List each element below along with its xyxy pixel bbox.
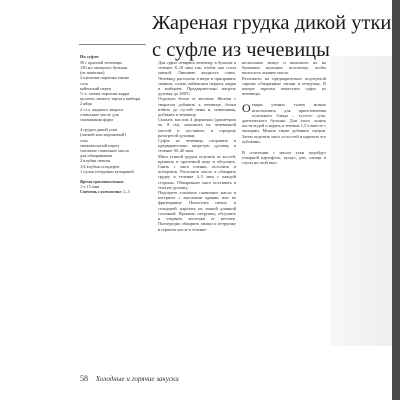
ingredient-item: (свежей или мороженой) bbox=[80, 132, 126, 138]
ingredients-column bbox=[80, 54, 152, 195]
ingredient-item: 1/4 клубня сельдерея bbox=[80, 163, 119, 169]
ingredient-item: 4 грудки дикой утки bbox=[80, 127, 118, 133]
prep-time-value: 1 ч 15 мин bbox=[80, 184, 100, 190]
ingredients-list-2 bbox=[80, 127, 152, 174]
recipe-title-line-1: Жареная грудка дикой утки bbox=[152, 12, 392, 34]
instructions-paragraph: Отделить белки от желтков. Желтки с творогом добавить к чечевице, белки взбить до густой пены и, помешивая, добавить в чечевицу. bbox=[158, 96, 236, 118]
instructions-column-1 bbox=[158, 60, 236, 232]
instructions-paragraph: Подогреть топленое сливочное масло в кастрюле с высокими краями или во фритюрнице. Почистить свеклу и сельдерей, нарезать их тонкой длинной соломкой. Промыть петрушку, обсушить и оторвать листочки от веточек. Поочередно обжарить овощи и петрушку в горячем масле в течение bbox=[158, 190, 236, 232]
ingredient-item: 2 щепотки порошка тмина bbox=[80, 75, 129, 81]
ingredient-item: сливочное масло для bbox=[80, 111, 119, 117]
recipe-title-line-2: с суфле из чечевицы bbox=[152, 39, 330, 61]
ingredient-item: 1 пучок петрушки кучерявой bbox=[80, 168, 134, 174]
instructions-column-2 bbox=[242, 60, 326, 166]
serving-tip-paragraph: В сочетании с мясом утки подойдут отварной картофель, кускус, рис, овощи и соусы на свой вкус. bbox=[242, 150, 326, 166]
difficulty-label: Степень сложности: bbox=[80, 189, 123, 195]
tip-text: твары утиных тушек можно использовать для приготовления отдельного блюда – густого супа, диетического бульона. Для этого залить кости водой и варить в течение 1,5 ч вместе с овощами. Можно также добавить специи. Затем отделить мясо от костей и нарезать его кубиками. bbox=[242, 102, 327, 144]
ingredient-item: кусочек свежего тертого имбиря bbox=[80, 96, 140, 102]
difficulty bbox=[80, 189, 152, 194]
ingredient-item: 150 мл овощного бульона bbox=[80, 65, 128, 70]
dropcap: О bbox=[242, 100, 251, 115]
page-number: 58 bbox=[80, 374, 88, 383]
ingredient-item: кайенский перец bbox=[80, 85, 112, 91]
instructions-paragraph: Смазать маслом 4 формочки (диаметром ок. 8 см), заполнить их чечевичной массой и поставить в середину разогретой духовки. bbox=[158, 117, 236, 138]
ingredient-item: свежемолотый перец bbox=[80, 142, 119, 148]
ingredient-item: смазывания форм bbox=[80, 117, 113, 123]
recipe-photo-area bbox=[330, 56, 392, 346]
ingredient-item: для обжаривания bbox=[80, 153, 112, 159]
ingredient-item: 2 яйца bbox=[80, 101, 92, 107]
instructions-paragraph: Разложить на предварительно подогретой тарелке обжаренные овощи и петрушку. В центре тарелки поместить суфле из чечевицы. bbox=[242, 75, 326, 97]
ingredient-item: 2 клубня свеклы bbox=[80, 158, 111, 164]
ingredient-item: соль bbox=[80, 80, 89, 86]
ingredient-item: топленое сливочное масло bbox=[80, 148, 130, 154]
ingredients-header: На суфле: bbox=[80, 54, 100, 59]
ingredient-item: соль bbox=[80, 137, 89, 143]
difficulty-value: 2–3 bbox=[123, 189, 130, 195]
instructions-paragraph: Для суфле отварить чечевицу в бульоне в течение 8–10 мин так, чтобы она стала мягкой. Лишнюю жидкость слить. Чечевицу растолочь в пюре и приправить тмином, солью, кайенским перцем, карри и имбирем. Предварительно нагреть духовку до 200ºС. bbox=[158, 60, 236, 97]
section-name: Холодные и горячие закуски bbox=[95, 375, 179, 383]
ingredient-item: 50 г красной чечевицы bbox=[80, 59, 123, 65]
instructions-paragraph: нескольких минут и выложить их на бумажное кухонное полотенце, чтобы впиталось лишнее масло. bbox=[242, 60, 326, 76]
title-rule bbox=[79, 44, 146, 45]
tip-paragraph bbox=[242, 102, 326, 144]
page-footer bbox=[80, 374, 179, 383]
prep-time-label: Время приготовления: bbox=[80, 179, 125, 185]
ingredient-item: (из пакетика) bbox=[80, 70, 105, 76]
page-edge-shadow bbox=[392, 0, 400, 400]
instructions-paragraph: Мясо утиной грудки отделить от костей, промыть в проточной воде и обсушить. Снять с мяса пленки, посолить и поперчить. Растопить масло и обжарить грудку в течение 4–5 мин с каждой стороны. Обжаренное мясо поставить в теплую духовку. bbox=[158, 153, 236, 190]
ingredient-item: 2 ст.л. жирного творога bbox=[80, 106, 124, 112]
ingredients-list bbox=[80, 60, 152, 122]
instructions-paragraph: Суфле из чечевицы отправить в предварительно нагретую духовку в течение 30–40 мин. bbox=[158, 138, 236, 154]
ingredient-item: ½ ч. ложки порошка карри bbox=[80, 91, 130, 97]
prep-time bbox=[80, 179, 152, 189]
